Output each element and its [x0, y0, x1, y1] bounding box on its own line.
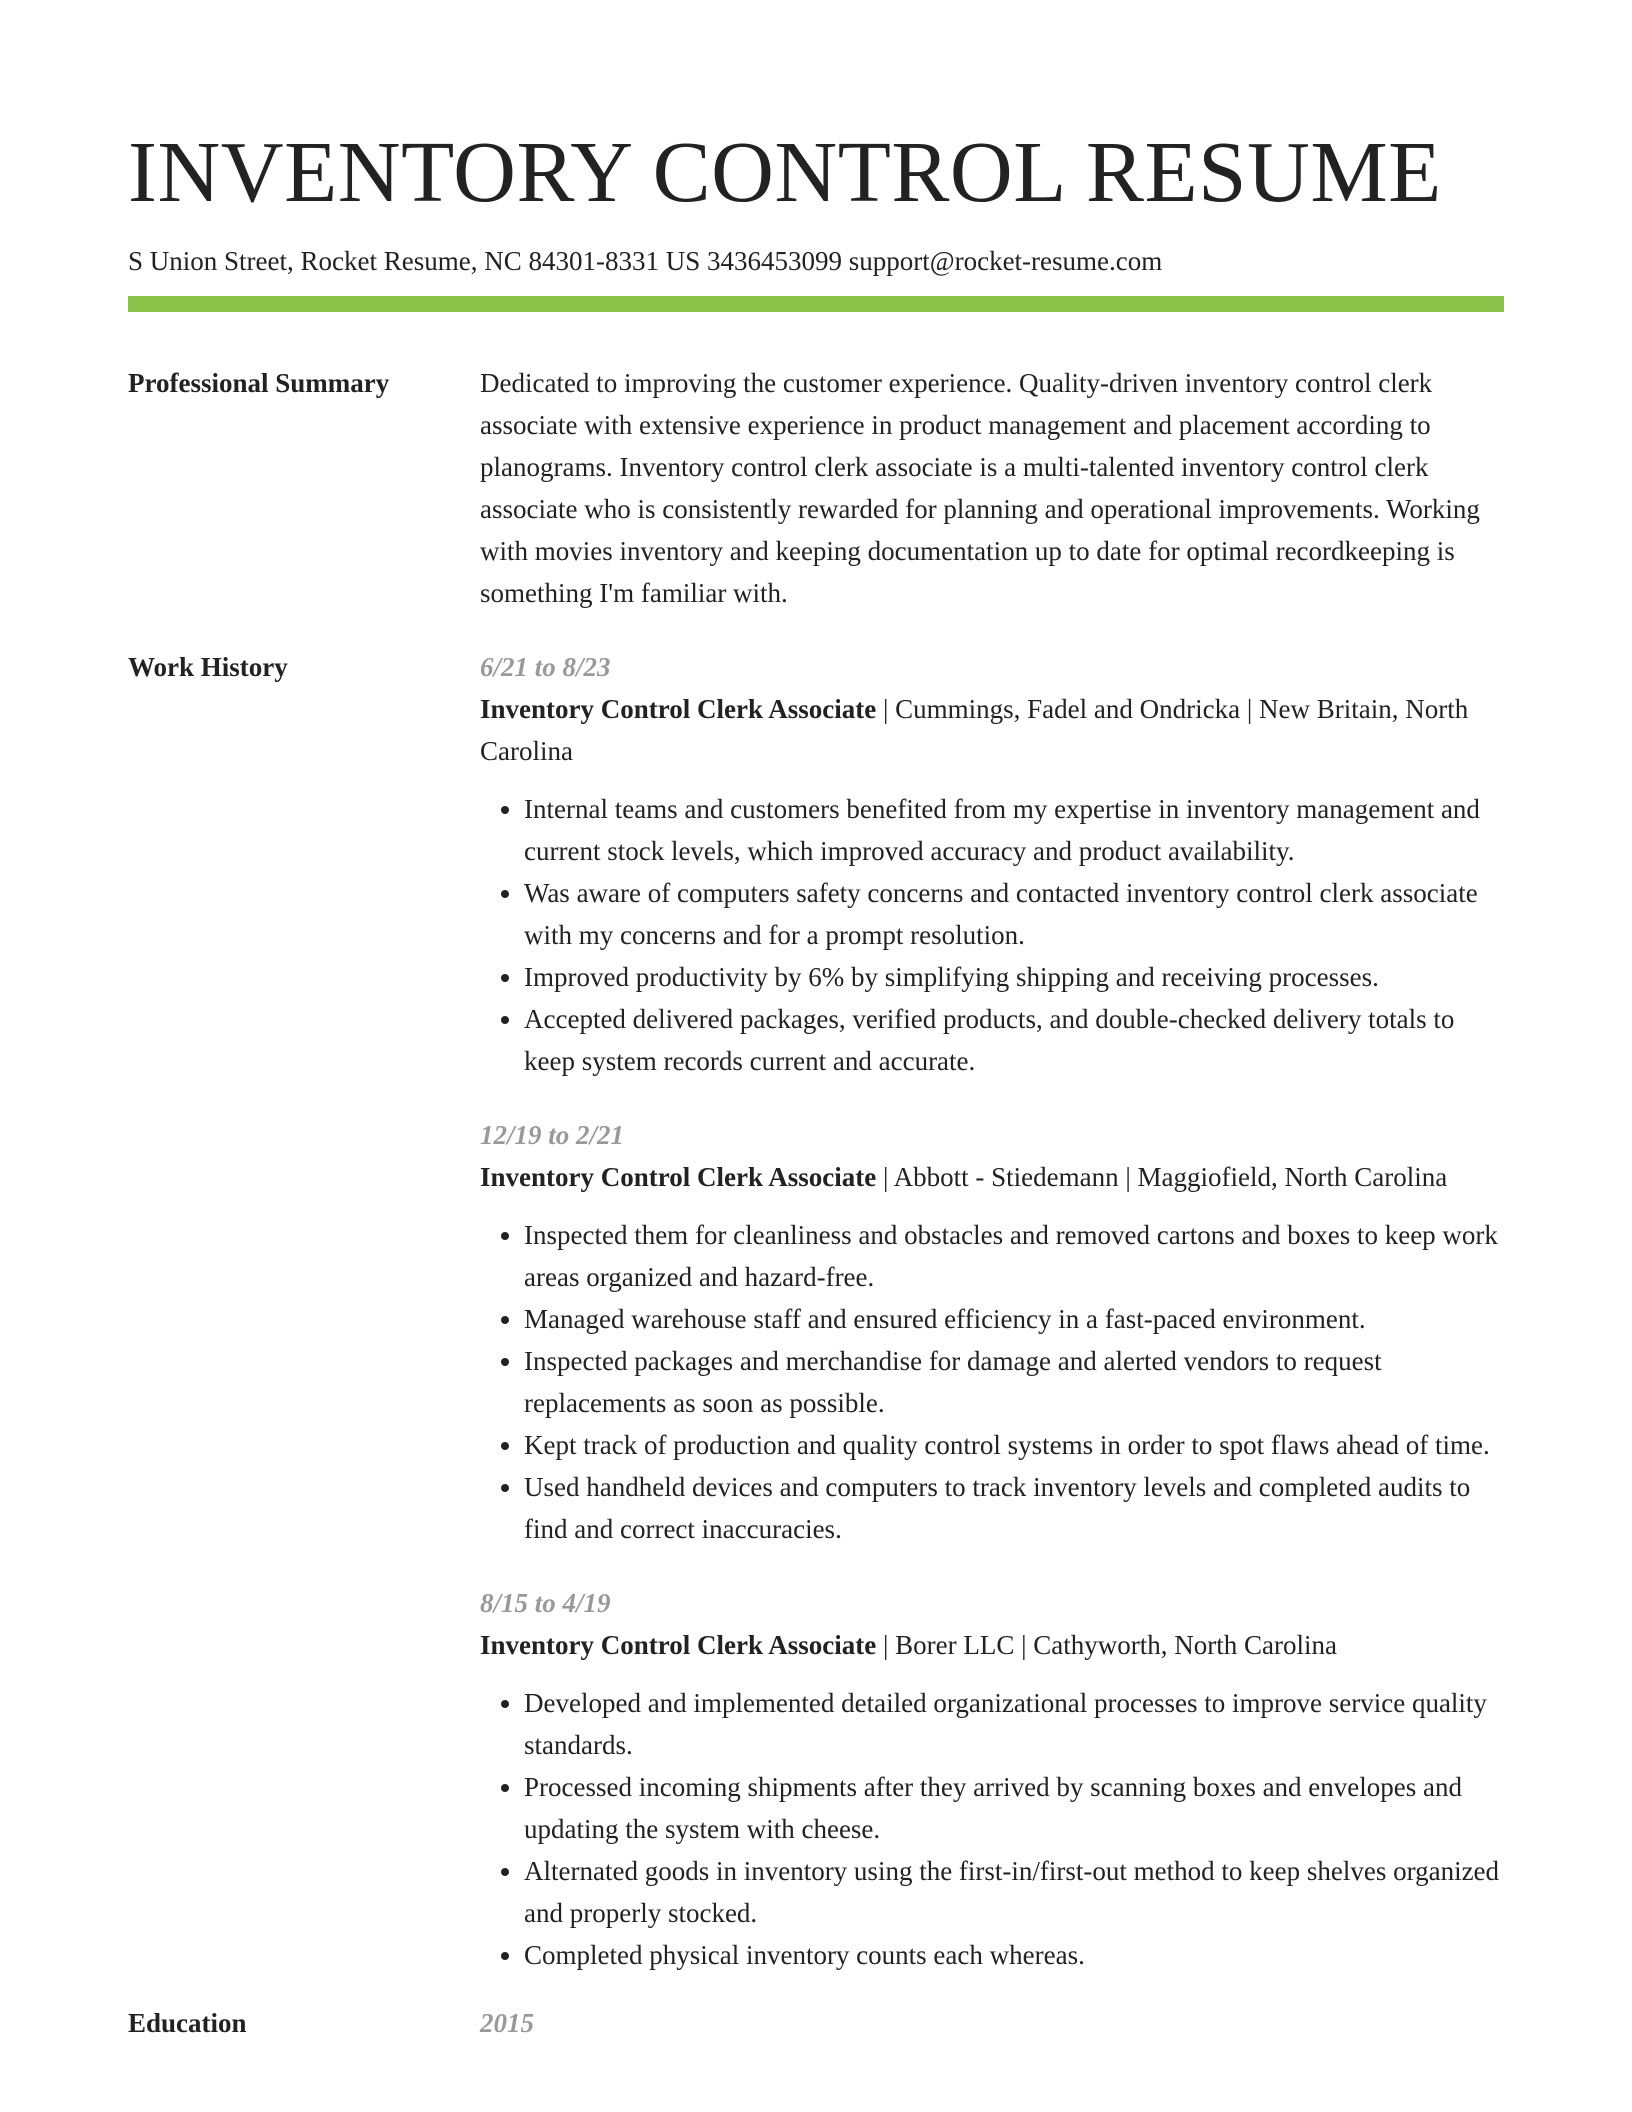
job-bullet: • Was aware of computers safety concerns and contacted inventory control clerk associate with my concerns and for a prompt resolution. [524, 872, 1504, 956]
job-bullets [480, 1214, 1504, 1550]
job-dates: 6/21 to 8/23 [480, 652, 611, 682]
job-bullet: • Inspected packages and merchandise for damage and alerted vendors to request replacements as soon as possible. [524, 1340, 1504, 1424]
job-bullet: • Accepted delivered packages, verified products, and double-checked delivery totals to keep system records current and accurate. [524, 998, 1504, 1082]
job-title: Inventory Control Clerk Associate [480, 1630, 877, 1660]
job-company: | Cummings, Fadel and Ondricka [876, 694, 1240, 724]
resume-title: INVENTORY CONTROL RESUME [128, 123, 1442, 220]
job-bullet: • Completed physical inventory counts each whereas. [524, 1934, 1504, 1976]
contact-line [128, 244, 1504, 278]
section-label-summary: Professional Summary [128, 368, 390, 398]
job-dates: 12/19 to 2/21 [480, 1120, 625, 1150]
job-bullet: • Processed incoming shipments after they arrived by scanning boxes and envelopes and updating the system with cheese. [524, 1766, 1504, 1850]
work-history-list [480, 646, 1504, 1976]
job-bullet: • Used handheld devices and computers to track inventory levels and completed audits to find and correct inaccuracies. [524, 1466, 1504, 1550]
job-bullets [480, 788, 1504, 1082]
job-heading [480, 1156, 1504, 1198]
resume-page [128, 0, 1504, 2044]
header-divider [128, 296, 1504, 312]
work-history-section [128, 646, 1504, 1976]
contact-address: S Union Street, Rocket Resume, NC 84301-8331 US [128, 246, 701, 276]
job-title: Inventory Control Clerk Associate [480, 1162, 877, 1192]
job-bullet: • Developed and implemented detailed organizational processes to improve service quality standards. [524, 1682, 1504, 1766]
job-title: Inventory Control Clerk Associate [480, 694, 877, 724]
job-entry [480, 1114, 1504, 1550]
education-section [128, 2002, 1504, 2044]
professional-summary-section [128, 362, 1504, 614]
job-bullet: • Managed warehouse staff and ensured efficiency in a fast-paced environment. [524, 1298, 1504, 1340]
job-bullet: • Kept track of production and quality control systems in order to spot flaws ahead of time. [524, 1424, 1504, 1466]
job-bullet: • Internal teams and customers benefited from my expertise in inventory management and current stock levels, which improved accuracy and product availability. [524, 788, 1504, 872]
summary-text: Dedicated to improving the customer experience. Quality-driven inventory control clerk associate with extensive experience in product management and placement according to planograms. Inventory control clerk associate is a multi-talented inventory control clerk associate who is consistently rewarded for planning and operational improvements. Working with movies inventory and keeping documentation up to date for optimal recordkeeping is something I'm familiar with. [480, 368, 1480, 608]
job-dates: 8/15 to 4/19 [480, 1588, 611, 1618]
job-entry [480, 646, 1504, 1082]
contact-email: support@rocket-resume.com [848, 246, 1163, 276]
job-bullet: • Alternated goods in inventory using the first-in/first-out method to keep shelves organized and properly stocked. [524, 1850, 1504, 1934]
job-entry [480, 1582, 1504, 1976]
job-bullet: • Improved productivity by 6% by simplifying shipping and receiving processes. [524, 956, 1504, 998]
job-location: | Cathyworth, North Carolina [1014, 1630, 1337, 1660]
section-label-work-history: Work History [128, 652, 288, 682]
job-bullets [480, 1682, 1504, 1976]
job-location: | Maggiofield, North Carolina [1119, 1162, 1448, 1192]
job-heading [480, 1624, 1504, 1666]
section-label-education: Education [128, 2008, 247, 2038]
job-company: | Borer LLC [876, 1630, 1014, 1660]
job-company: | Abbott - Stiedemann [876, 1162, 1118, 1192]
education-entry [480, 2002, 1504, 2044]
job-heading [480, 688, 1504, 772]
contact-phone: 3436453099 [706, 246, 842, 276]
education-year: 2015 [480, 2008, 534, 2038]
job-bullet: • Inspected them for cleanliness and obstacles and removed cartons and boxes to keep work areas organized and hazard-free. [524, 1214, 1504, 1298]
job-location: | New Britain, North Carolina [480, 694, 1468, 766]
